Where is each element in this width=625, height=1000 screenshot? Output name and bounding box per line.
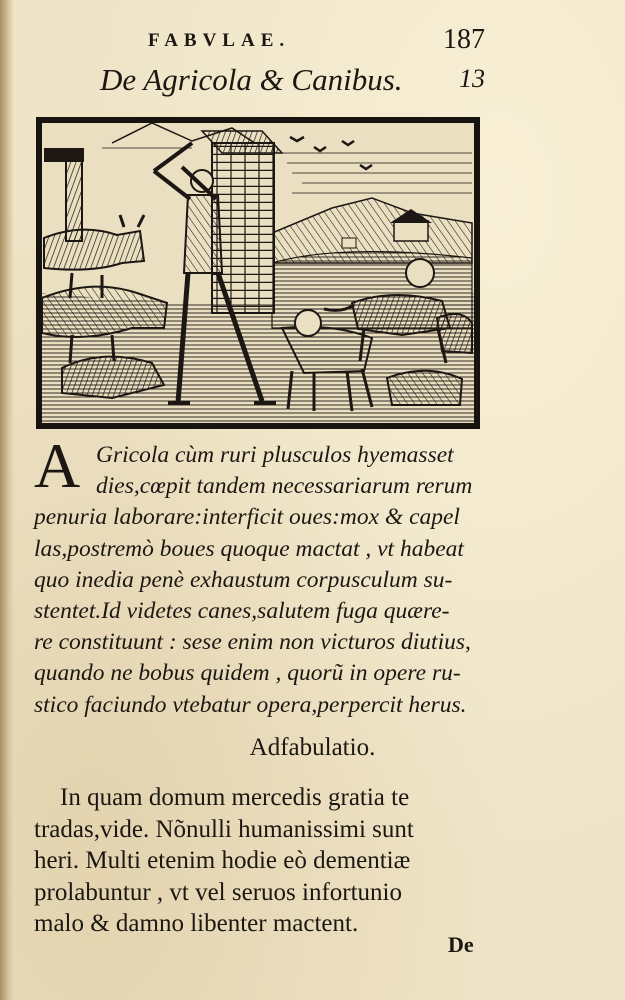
text-line: Gricola cùm ruri plusculos hyemasset (96, 442, 454, 468)
drop-cap-initial: A (34, 430, 81, 501)
moral-line: prolabuntur , vt vel seruos infortunio (34, 878, 402, 906)
moral-line: malo & damno libenter mactent. (34, 910, 359, 937)
fable-title-row (100, 62, 485, 102)
moral-line: heri. Multi etenim hodie eò dementiæ (34, 847, 411, 874)
text-line: stico faciundo vtebatur opera,perpercit herus. (34, 691, 467, 718)
running-head: FABVLAE. (148, 30, 291, 51)
text-line: quo inedia penè exhaustum corpusculum su- (34, 566, 453, 593)
moral-heading: Adfabulatio. (249, 734, 376, 761)
fable-title: De Agricola & Canibus. (100, 62, 403, 97)
woodcut-illustration (36, 117, 480, 429)
page-header (140, 24, 485, 54)
moral-text (34, 782, 484, 940)
fable-number: 13 (459, 64, 485, 93)
page-number: 187 (443, 24, 485, 55)
text-line: las,postremò boues quoque mactat , vt habeat (34, 535, 464, 562)
catchword: De (448, 932, 474, 957)
text-line: quando ne bobus quidem , quorũ in opere ru- (34, 660, 461, 687)
fable-text (34, 430, 484, 721)
text-line: re constituunt : sese enim non victuros diutius, (34, 629, 471, 656)
page-binding-shadow (0, 0, 14, 1000)
text-line: stentet.Id videtes canes,salutem fuga quære- (34, 598, 450, 625)
moral-line: In quam domum mercedis gratia te (60, 784, 410, 811)
text-line: dies,cœpit tandem necessariarum rerum (96, 473, 473, 500)
text-line: penuria laborare:interficit oues:mox & capel (34, 504, 460, 531)
moral-line: tradas,vide. Nõnulli humanissimi sunt (34, 815, 414, 843)
